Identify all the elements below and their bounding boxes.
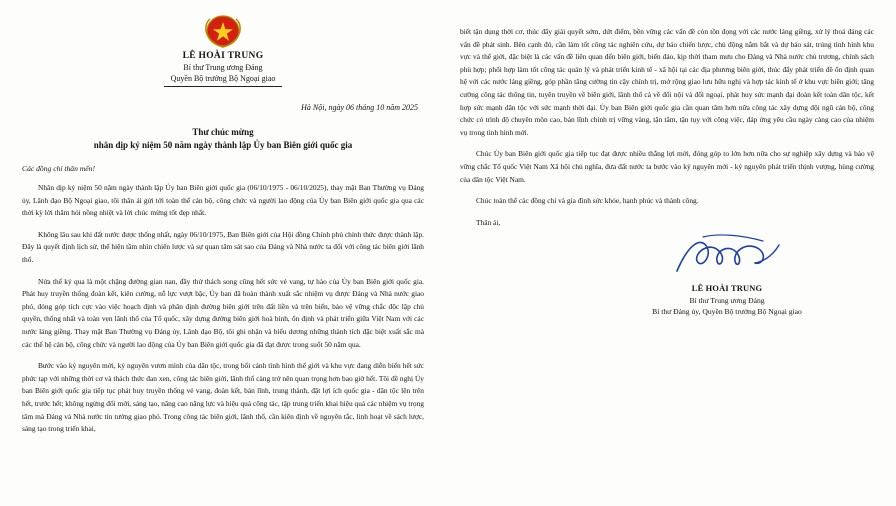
signature-name: LÊ HOÀI TRUNG [691, 284, 763, 294]
paragraph: Bước vào kỷ nguyên mới, kỷ nguyên vươn mình của dân tộc, trong bối cảnh tình hình thế giới và khu vực đang diễn biến hết sức phức tạp với những thời cơ và thách thức đan xen, công tác biên giới, lãnh thổ càng trở nên quan trọng hơn bao giờ hết. Tôi đề nghị Ủy ban Biên giới quốc gia tiếp tục phát huy truyền thống vẻ vang, đoàn kết, bản lĩnh, trung thành, đặt lợi ích quốc gia - dân tộc lên trên hết, trước hết; không ngừng đổi mới, sáng tạo, nâng cao năng lực và hiệu quả công tác, tập trung triển khai hiệu quả các nhiệm vụ trọng tâm mà Đảng và Nhà nước tin tưởng giao phó. Trong công tác biên giới, lãnh thổ, cần kiên định về nguyên tắc, linh hoạt về sách lược, sáng tạo trong triển khai, [22, 361, 424, 434]
closing: Thân ái, [476, 217, 501, 227]
paragraph: Không lâu sau khi đất nước được thống nhất, ngày 06/10/1975, Ban Biên giới của Hội đồng Chính phủ chính thức được thành lập. Đây là quyết định lịch sử, thể hiện tầm nhìn chiến lược và sự quan tâm sát sao của Đảng và Nhà nước ta đối với công tác biên giới lãnh thổ. [22, 229, 424, 264]
handwritten-signature [580, 231, 874, 283]
signature-block [460, 231, 874, 317]
paragraph: Chúc toàn thể các đồng chí và gia đình sức khỏe, hạnh phúc và thành công. [476, 196, 699, 206]
letter-title [22, 126, 424, 152]
letter-title-line2: nhân dịp kỷ niệm 50 năm ngày thành lập Ủy ban Biên giới quốc gia [93, 140, 353, 150]
letterhead [22, 14, 424, 87]
letter-column-left [22, 14, 448, 496]
vietnam-national-emblem [200, 14, 246, 48]
dateline: Hà Nội, ngày 06 tháng 10 năm 2025 [301, 103, 418, 112]
paragraph: Chúc Ủy ban Biên giới quốc gia tiếp tục đạt được nhiều thắng lợi mới, đóng góp to lớn hơn nữa cho sự nghiệp xây dựng và bảo vệ vững chắc Tổ quốc Việt Nam Xã hội chủ nghĩa, đưa đất nước ta bước vào kỷ nguyên mới - kỷ nguyên phát triển thịnh vượng, hùng cường của dân tộc Việt Nam. [460, 149, 874, 184]
paragraph: biết tận dụng thời cơ, thúc đẩy giải quyết sớm, dứt điểm, bền vững các vấn đề còn tồn đọng với các nước láng giềng, xử lý thoả đáng các vấn đề phát sinh. Bên cạnh đó, cần làm tốt công tác nghiên cứu, dự báo chiến lược, chủ động nắm bắt và dự báo sát, trúng tình hình khu vực và thế giới, đặc biệt là các vấn đề liên quan đến biên giới, biển đảo, kịp thời tham mưu cho Đảng và Nhà nước chủ trương, chính sách phù hợp; phối hợp làm tốt công tác quản lý và phát triển kinh tế - xã hội tại các địa phương biên giới, thúc đẩy phát triển đề ổn định quan hệ với các nước láng giềng, góp phần tăng cường tin cậy chính trị, mở rộng giao lưu hữu nghị và hợp tác kinh tế ở khu vực biên giới; tăng cường công tác thông tin, tuyên truyền về biên giới, lãnh thổ cả về đối nội và đối ngoại, phát huy sức mạnh đại đoàn kết toàn dân tộc, kết hợp sức mạnh dân tộc với sức mạnh thời đại. Ủy ban Biên giới quốc gia cần quan tâm hơn nữa công tác xây dựng đội ngũ cán bộ, công chức có trình độ chuyên môn cao, bản lĩnh chính trị vững vàng, tận tâm, tận tụy với công việc, đáp ứng yêu cầu ngày càng cao của nhiệm vụ trong tình hình mới. [460, 27, 874, 137]
signature-role-1: Bí thư Trung ương Đảng [689, 296, 765, 306]
signature-role-2: Bí thư Đảng ủy, Quyền Bộ trưởng Bộ Ngoại giao [652, 307, 802, 317]
letter-title-line1: Thư chúc mừng [192, 127, 254, 137]
paragraph: Nửa thế kỷ qua là một chặng đường gian nan, đầy thử thách song cũng hết sức vẻ vang, tự hào của Ủy ban Biên giới quốc gia. Phát huy truyền thống đoàn kết, kiên cường, nỗ lực vượt bậc, Ủy ban đã hoàn thành xuất sắc nhiệm vụ được Đảng và Nhà nước giao phó, đóng góp tích cực vào việc hoạch định và phân định đường biên giới trên đất liền và trên biển, bảo vệ vững chắc độc lập chủ quyền, thống nhất và toàn vẹn lãnh thổ của Tổ quốc, xây dựng đường biên giới hoà bình, ổn định và phát triển giữa Việt Nam với các nước láng giềng. Thay mặt Ban Thường vụ Đảng ủy, Lãnh đạo Bộ, tôi ghi nhận và biểu dương những thành tích đặc biệt xuất sắc mà các thế hệ cán bộ, công chức và người lao động của Ủy ban Biên giới quốc gia đã đạt được trong suốt 50 năm qua. [22, 276, 424, 349]
letterhead-title-2: Quyền Bộ trưởng Bộ Ngoại giao [170, 74, 276, 83]
letterhead-title-1: Bí thư Trung ương Đảng [183, 63, 263, 72]
letterhead-divider [164, 86, 282, 87]
letter-column-right [448, 14, 874, 496]
salutation: Các đồng chí thân mến! [22, 164, 95, 173]
paragraph: Nhân dịp kỷ niệm 50 năm ngày thành lập Ủy ban Biên giới quốc gia (06/10/1975 - 06/10/2025), thay mặt Ban Thường vụ Đảng ủy, Lãnh đạo Bộ Ngoại giao, tôi thân ái gửi tới toàn thể cán bộ, công chức và người lao động của Ủy ban Biên giới quốc gia qua các thời kỳ lời thăm hỏi nồng nhiệt và lời chúc mừng tốt đẹp nhất. [22, 183, 424, 218]
letterhead-name: LÊ HOÀI TRUNG [182, 51, 264, 61]
